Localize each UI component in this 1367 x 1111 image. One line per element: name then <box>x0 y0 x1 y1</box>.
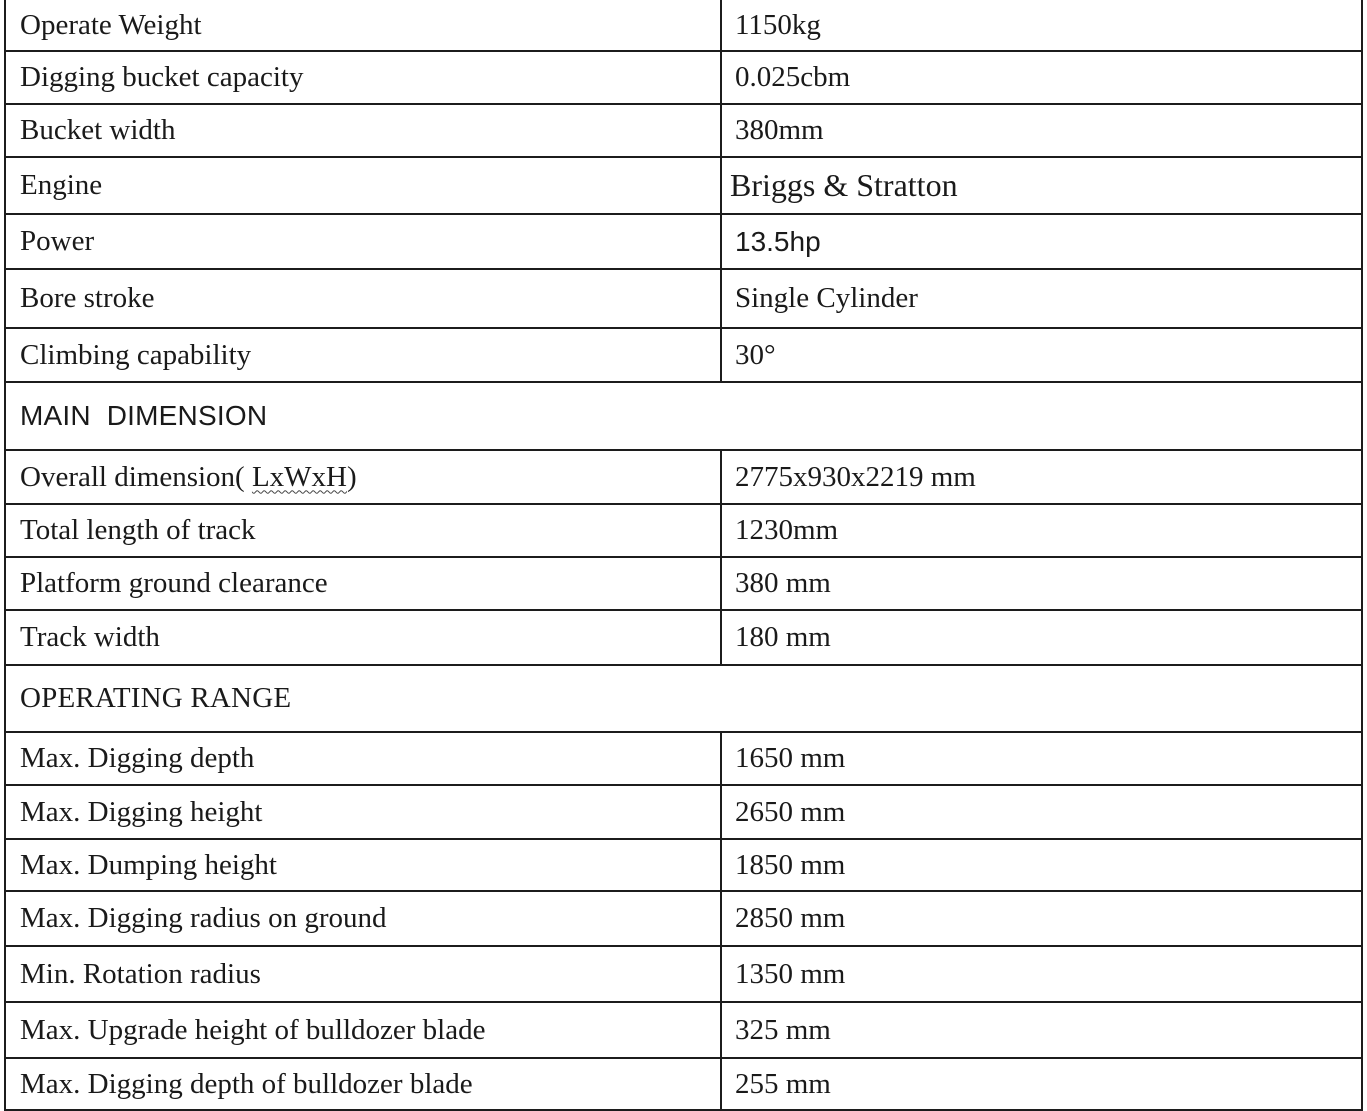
spec-label: Climbing capability <box>5 328 721 382</box>
spec-label: Max. Upgrade height of bulldozer blade <box>5 1002 721 1058</box>
spec-label <box>5 450 721 504</box>
table-row <box>5 946 1362 1002</box>
overall-label-prefix: Overall dimension( <box>20 460 252 493</box>
spec-value: Briggs & Stratton <box>721 157 1362 214</box>
table-row <box>5 214 1362 269</box>
table-row <box>5 785 1362 839</box>
spec-value: 1150kg <box>721 0 1362 51</box>
spec-value: 255 mm <box>721 1058 1362 1110</box>
spec-label: Max. Digging depth of bulldozer blade <box>5 1058 721 1110</box>
table-row <box>5 891 1362 946</box>
spec-label: Operate Weight <box>5 0 721 51</box>
spec-value: Single Cylinder <box>721 269 1362 328</box>
spec-value: 380 mm <box>721 557 1362 610</box>
spec-label: Max. Dumping height <box>5 839 721 891</box>
spec-label: Max. Digging radius on ground <box>5 891 721 946</box>
table-row <box>5 51 1362 104</box>
spec-label: Engine <box>5 157 721 214</box>
spec-label: Max. Digging height <box>5 785 721 839</box>
section-row <box>5 382 1362 450</box>
table-row <box>5 328 1362 382</box>
table-row <box>5 1002 1362 1058</box>
spec-label: Max. Digging depth <box>5 732 721 785</box>
spec-label: Digging bucket capacity <box>5 51 721 104</box>
spec-value: 2850 mm <box>721 891 1362 946</box>
table-row <box>5 1058 1362 1110</box>
spec-label: Total length of track <box>5 504 721 557</box>
spec-label: Bucket width <box>5 104 721 157</box>
table-row <box>5 0 1362 51</box>
table-row <box>5 610 1362 665</box>
spec-value: 180 mm <box>721 610 1362 665</box>
spec-value: 2775x930x2219 mm <box>721 450 1362 504</box>
overall-label-suffix: ) <box>346 460 357 493</box>
table-row <box>5 839 1362 891</box>
spec-value: 1650 mm <box>721 732 1362 785</box>
spec-value: 1850 mm <box>721 839 1362 891</box>
table-row <box>5 269 1362 328</box>
spec-value: 30° <box>721 328 1362 382</box>
spec-value: 0.025cbm <box>721 51 1362 104</box>
spec-value: 2650 mm <box>721 785 1362 839</box>
spec-value: 1230mm <box>721 504 1362 557</box>
spec-label: Min. Rotation radius <box>5 946 721 1002</box>
spec-value: 325 mm <box>721 1002 1362 1058</box>
spec-value: 1350 mm <box>721 946 1362 1002</box>
table-row <box>5 557 1362 610</box>
spec-value: 380mm <box>721 104 1362 157</box>
spec-label: Platform ground clearance <box>5 557 721 610</box>
spec-label: Track width <box>5 610 721 665</box>
spec-table <box>4 0 1363 1111</box>
overall-label-unit: LxWxH <box>251 460 347 493</box>
section-heading-operating-range: OPERATING RANGE <box>5 665 1362 732</box>
section-row <box>5 665 1362 732</box>
spec-value: 13.5hp <box>721 214 1362 269</box>
table-row <box>5 450 1362 504</box>
table-row <box>5 732 1362 785</box>
table-row <box>5 104 1362 157</box>
table-row <box>5 504 1362 557</box>
spec-label: Power <box>5 214 721 269</box>
table-row <box>5 157 1362 214</box>
section-heading-main-dimension: MAIN DIMENSION <box>5 382 1362 450</box>
spec-label: Bore stroke <box>5 269 721 328</box>
